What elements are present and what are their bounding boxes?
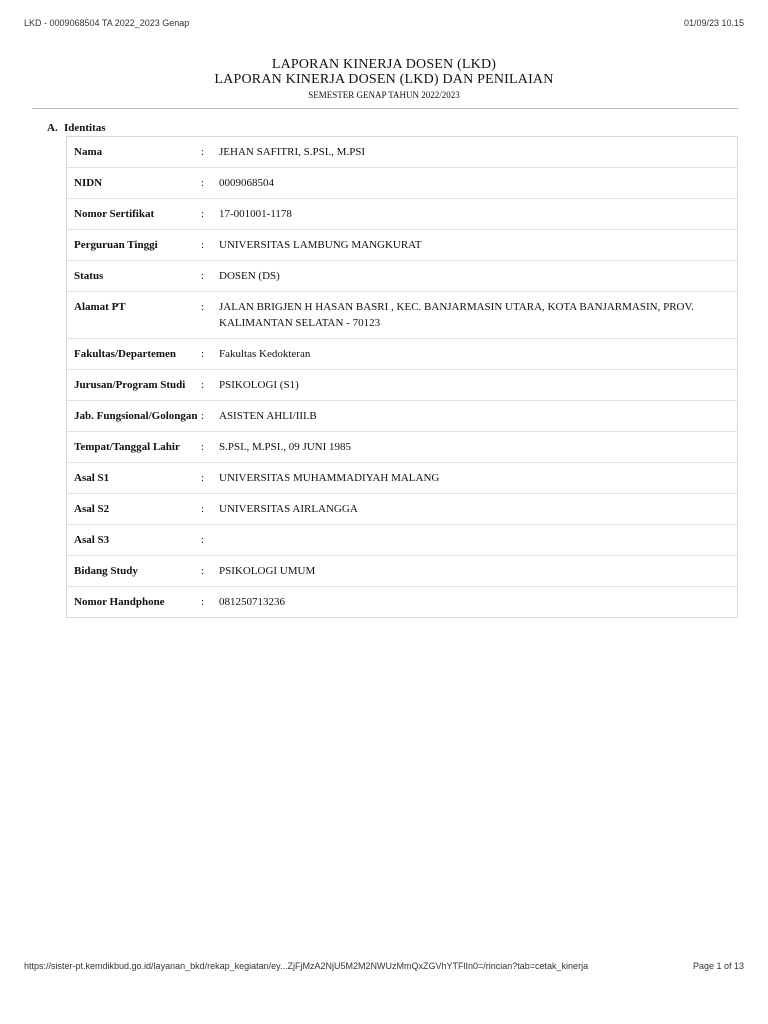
field-value: DOSEN (DS) bbox=[219, 270, 280, 282]
page-number: Page 1 of 13 bbox=[692, 961, 744, 971]
field-separator: : bbox=[201, 301, 205, 313]
table-row bbox=[67, 493, 737, 524]
field-separator: : bbox=[201, 441, 205, 453]
field-value: PSIKOLOGI UMUM bbox=[219, 565, 316, 577]
field-label: Nama bbox=[74, 146, 103, 158]
field-value: ASISTEN AHLI/III.B bbox=[219, 410, 317, 422]
table-row bbox=[67, 198, 737, 229]
table-row bbox=[67, 137, 737, 167]
field-separator: : bbox=[201, 270, 205, 282]
field-value: JALAN BRIGJEN H HASAN BASRI , KEC. BANJARMASIN UTARA, KOTA BANJARMASIN, PROV. KALIMANTAN SELATAN - 70123 bbox=[219, 301, 694, 329]
identity-table bbox=[66, 136, 738, 618]
field-value bbox=[216, 525, 737, 555]
field-label: Jab. Fungsional/Golongan bbox=[74, 410, 198, 422]
field-separator: : bbox=[201, 146, 205, 158]
field-separator: : bbox=[201, 596, 205, 608]
field-label: Bidang Study bbox=[74, 565, 138, 577]
field-value: UNIVERSITAS LAMBUNG MANGKURAT bbox=[219, 239, 422, 251]
field-value: S.PSI., M.PSI., 09 JUNI 1985 bbox=[219, 441, 352, 453]
field-label: Jurusan/Program Studi bbox=[74, 379, 186, 391]
field-value: UNIVERSITAS AIRLANGGA bbox=[219, 503, 358, 515]
field-separator: : bbox=[201, 177, 205, 189]
table-row bbox=[67, 462, 737, 493]
field-value: 081250713236 bbox=[219, 596, 285, 608]
print-header-datetime: 01/09/23 10.15 bbox=[683, 18, 744, 28]
table-row bbox=[67, 524, 737, 555]
field-separator: : bbox=[201, 208, 205, 220]
table-row bbox=[67, 260, 737, 291]
title-divider bbox=[32, 108, 738, 109]
table-row bbox=[67, 369, 737, 400]
print-footer bbox=[24, 961, 744, 975]
field-label: Nomor Handphone bbox=[74, 596, 165, 608]
field-label: Nomor Sertifikat bbox=[74, 208, 155, 220]
field-separator: : bbox=[201, 472, 205, 484]
document-title-secondary: LAPORAN KINERJA DOSEN (LKD) DAN PENILAIAN bbox=[214, 72, 554, 87]
field-label: Fakultas/Departemen bbox=[74, 348, 177, 360]
table-row bbox=[67, 167, 737, 198]
table-row bbox=[67, 400, 737, 431]
field-label: NIDN bbox=[74, 177, 103, 189]
table-row bbox=[67, 229, 737, 260]
section-heading bbox=[47, 122, 106, 134]
field-separator: : bbox=[201, 503, 205, 515]
field-value: 17-001001-1178 bbox=[219, 208, 292, 220]
field-value: JEHAN SAFITRI, S.PSI., M.PSI bbox=[219, 146, 366, 158]
table-row bbox=[67, 291, 737, 338]
print-header-title: LKD - 0009068504 TA 2022_2023 Genap bbox=[24, 18, 190, 28]
document-subtitle: SEMESTER GENAP TAHUN 2022/2023 bbox=[308, 90, 460, 100]
field-label: Tempat/Tanggal Lahir bbox=[74, 441, 180, 453]
field-separator: : bbox=[201, 534, 205, 546]
table-row bbox=[67, 586, 737, 617]
field-value: Fakultas Kedokteran bbox=[219, 348, 311, 360]
field-label: Perguruan Tinggi bbox=[74, 239, 158, 251]
table-row bbox=[67, 431, 737, 462]
section-title: Identitas bbox=[64, 122, 106, 134]
print-footer-url: https://sister-pt.kemdikbud.go.id/layanan_bkd/rekap_kegiatan/ey...ZjFjMzA2NjU5M2M2NWUzMmQxZGVhYTFlIn0=/rincian?tab=cetak_kinerja bbox=[24, 961, 589, 971]
field-label: Asal S2 bbox=[74, 503, 110, 515]
section-number: A. bbox=[47, 122, 58, 134]
document-title-block bbox=[0, 57, 768, 101]
field-separator: : bbox=[201, 379, 205, 391]
table-row bbox=[67, 555, 737, 586]
field-value: PSIKOLOGI (S1) bbox=[219, 379, 299, 391]
field-label: Status bbox=[74, 270, 104, 282]
field-value: UNIVERSITAS MUHAMMADIYAH MALANG bbox=[219, 472, 440, 484]
field-value: 0009068504 bbox=[219, 177, 274, 189]
field-separator: : bbox=[201, 410, 205, 422]
field-label: Asal S3 bbox=[74, 534, 110, 546]
field-separator: : bbox=[201, 565, 205, 577]
field-separator: : bbox=[201, 239, 205, 251]
field-label: Asal S1 bbox=[74, 472, 110, 484]
print-header bbox=[24, 18, 744, 32]
table-row bbox=[67, 338, 737, 369]
field-label: Alamat PT bbox=[74, 301, 126, 313]
document-title: LAPORAN KINERJA DOSEN (LKD) bbox=[271, 57, 497, 72]
field-separator: : bbox=[201, 348, 205, 360]
